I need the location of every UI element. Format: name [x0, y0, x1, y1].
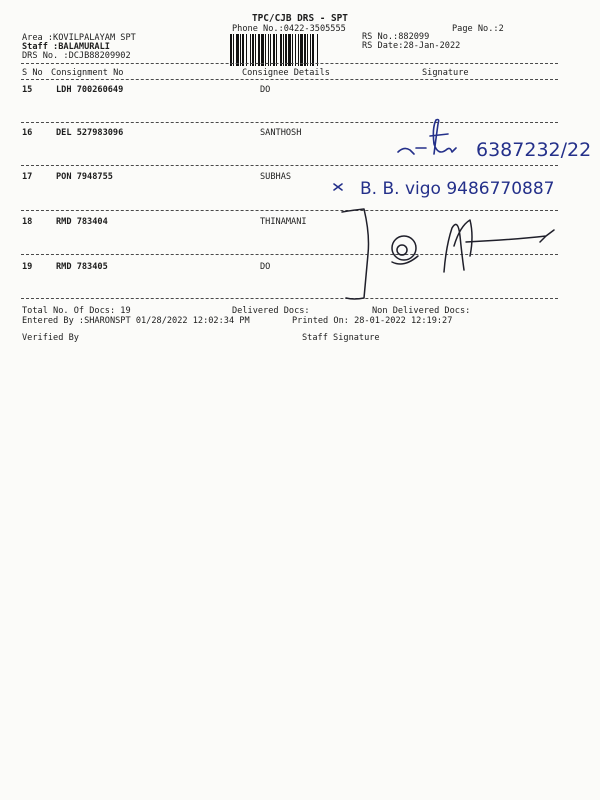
row18-signature-scrawl	[340, 206, 580, 306]
row-consignee: DO	[260, 85, 271, 95]
row-consignment: LDH 700260649	[56, 85, 124, 95]
row16-handwritten-number: 6387232/22	[476, 139, 592, 161]
row-consignee: THINAMANI	[260, 217, 307, 227]
divider	[21, 79, 558, 80]
column-signature: Signature	[422, 68, 469, 78]
total-docs: Total No. Of Docs: 19	[22, 306, 131, 316]
row-consignee: SANTHOSH	[260, 128, 302, 138]
barcode	[230, 34, 356, 66]
rs-number: RS No.:882099	[362, 32, 430, 42]
staff-label: Staff :BALAMURALI	[22, 42, 110, 52]
row16-handwritten-signature	[390, 114, 595, 164]
row-sno: 19	[22, 262, 33, 272]
area-label: Area :KOVILPALAYAM SPT	[22, 33, 136, 43]
column-sno: S No	[22, 68, 43, 78]
row-divider	[21, 165, 558, 166]
row-consignment: PON 7948755	[56, 172, 113, 182]
column-consignment: Consignment No	[51, 68, 124, 78]
verified-by: Verified By	[22, 333, 79, 343]
row-sno: 17	[22, 172, 33, 182]
svg-text:B. B. vigo 9486770887: B. B. vigo 9486770887	[360, 179, 555, 199]
row-sno: 18	[22, 217, 33, 227]
row-sno: 16	[22, 128, 33, 138]
row-consignee: SUBHAS	[260, 172, 292, 182]
phone-number: Phone No.:0422-3505555	[232, 24, 346, 34]
divider	[21, 63, 558, 64]
row-consignment: DEL 527983096	[56, 128, 124, 138]
row-consignment: RMD 783405	[56, 262, 108, 272]
entered-by: Entered By :SHARONSPT 01/28/2022 12:02:34 PM	[22, 316, 250, 326]
column-consignee: Consignee Details	[242, 68, 330, 78]
delivered-docs: Delivered Docs:	[232, 306, 310, 316]
non-delivered-docs: Non Delivered Docs:	[372, 306, 471, 316]
document-title: TPC/CJB DRS - SPT	[252, 13, 348, 24]
row-consignment: RMD 783404	[56, 217, 108, 227]
drs-number: DRS No. :DCJB88209902	[22, 51, 131, 61]
row-consignee: DO	[260, 262, 271, 272]
rs-date: RS Date:28-Jan-2022	[362, 41, 461, 51]
row17-handwritten-note	[330, 174, 570, 206]
staff-signature-label: Staff Signature	[302, 333, 380, 343]
row-sno: 15	[22, 85, 33, 95]
printed-on: Printed On: 28-01-2022 12:19:27	[292, 316, 453, 326]
page-number: Page No.:2	[452, 24, 504, 34]
